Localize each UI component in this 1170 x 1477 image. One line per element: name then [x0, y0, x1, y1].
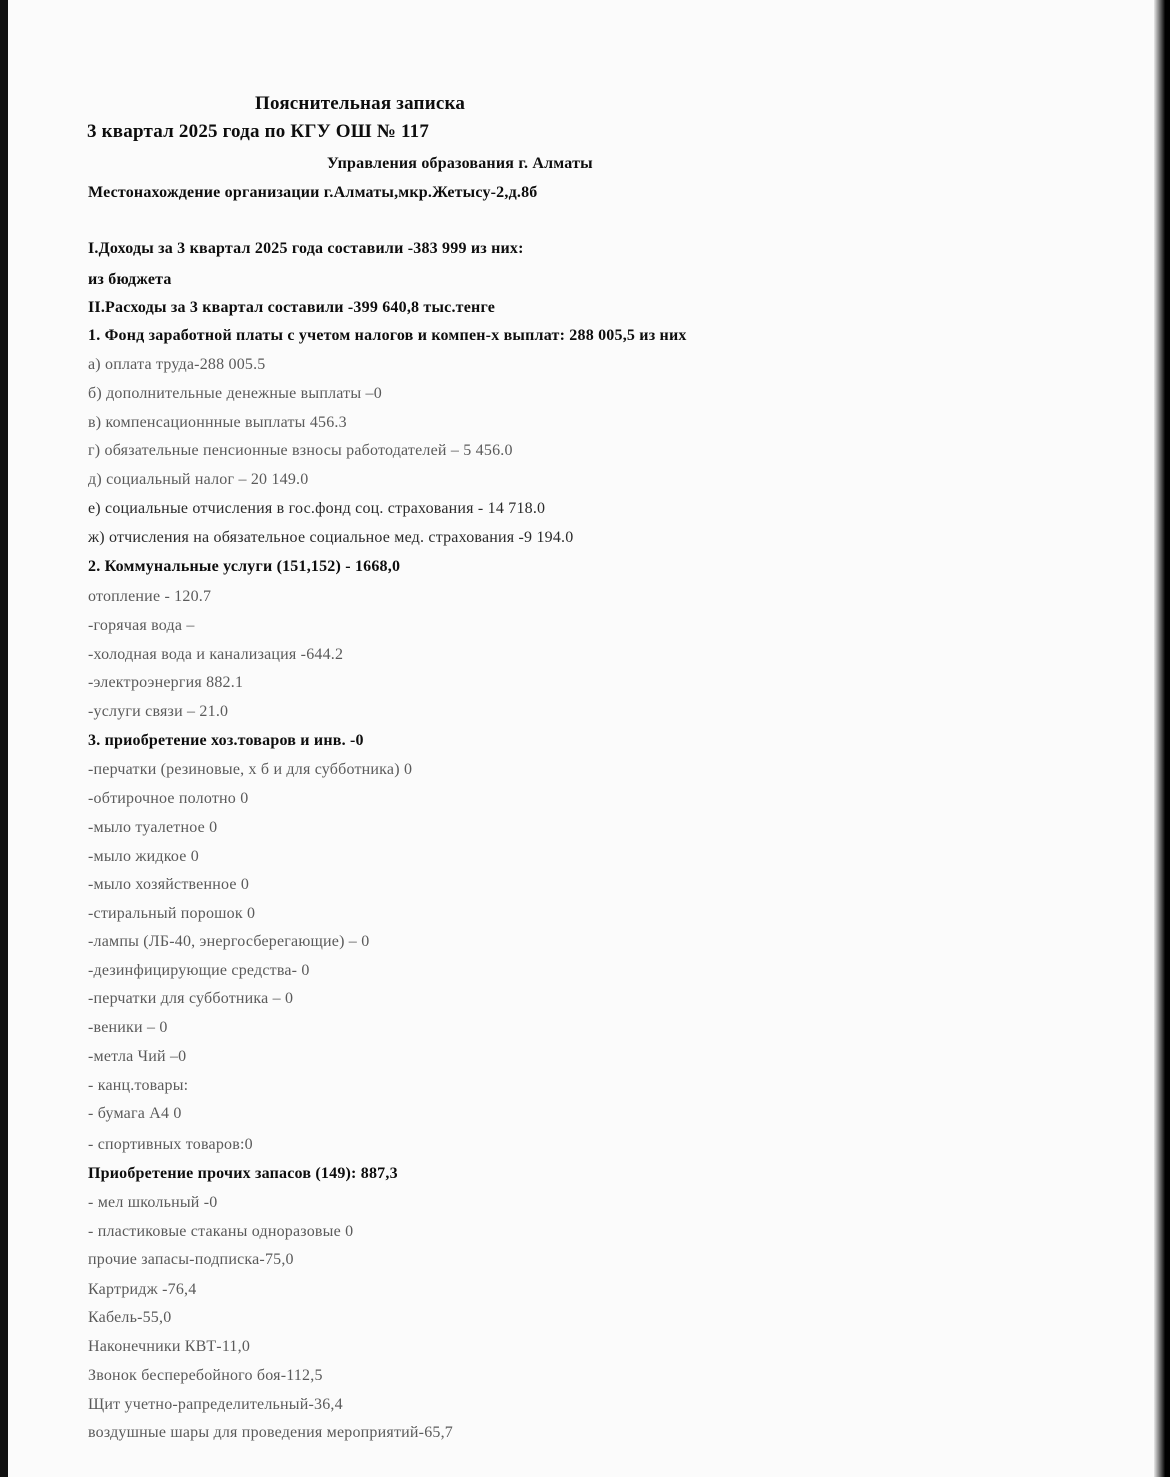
- payroll-item: а) оплата труда-288 005.5: [88, 356, 266, 373]
- document-title: Пояснительная записка: [255, 93, 466, 114]
- household-item: -веники – 0: [88, 1019, 168, 1036]
- expenses-line: II.Расходы за 3 квартал составили -399 640,8 тыс.тенге: [88, 299, 496, 316]
- utilities-item: -электроэнергия 882.1: [88, 674, 244, 691]
- other-stocks-item: - пластиковые стаканы одноразовые 0: [88, 1223, 354, 1240]
- document-period: 3 квартал 2025 года по КГУ ОШ № 117: [87, 121, 430, 142]
- other-stocks-title: Приобретение прочих запасов (149): 887,3: [88, 1165, 398, 1182]
- household-item: -перчатки (резиновые, х б и для субботника) 0: [88, 761, 413, 778]
- household-item: - канц.товары:: [88, 1077, 189, 1094]
- income-source: из бюджета: [88, 271, 172, 288]
- household-item: -дезинфицирующие средства- 0: [88, 962, 310, 979]
- household-item: -перчатки для субботника – 0: [88, 990, 294, 1007]
- income-line: I.Доходы за 3 квартал 2025 года составили -383 999 из них:: [88, 240, 524, 257]
- other-stocks-item: воздушные шары для проведения мероприятий-65,7: [88, 1424, 454, 1441]
- household-item: - спортивных товаров:0: [88, 1136, 253, 1153]
- payroll-item: в) компенсационнные выплаты 456.3: [88, 414, 347, 431]
- utilities-title: 2. Коммунальные услуги (151,152) - 1668,0: [88, 558, 401, 575]
- other-stocks-item: Звонок бесперебойного боя-112,5: [88, 1367, 323, 1384]
- scan-edge: [1154, 0, 1170, 1477]
- payroll-item: ж) отчисления на обязательное социальное мед. страхования -9 194.0: [88, 529, 574, 546]
- household-item: -мыло хозяйственное 0: [88, 876, 250, 893]
- household-item: -метла Чий –0: [88, 1048, 187, 1065]
- household-title: 3. приобретение хоз.товаров и инв. -0: [88, 732, 364, 749]
- household-item: - бумага А4 0: [88, 1105, 182, 1122]
- utilities-item: отопление - 120.7: [88, 588, 212, 605]
- utilities-item: -услуги связи – 21.0: [88, 703, 229, 720]
- payroll-item: е) социальные отчисления в гос.фонд соц. страхования - 14 718.0: [88, 500, 546, 517]
- utilities-item: -холодная вода и канализация -644.2: [88, 646, 344, 663]
- payroll-item: д) социальный налог – 20 149.0: [88, 471, 309, 488]
- payroll-title: 1. Фонд заработной платы с учетом налогов и компен-х выплат: 288 005,5 из них: [88, 327, 687, 344]
- document-page: [8, 0, 1154, 1477]
- other-stocks-item: Щит учетно-рапределительный-36,4: [88, 1396, 343, 1413]
- other-stocks-item: Кабель-55,0: [88, 1309, 172, 1326]
- other-stocks-item: - мел школьный -0: [88, 1194, 218, 1211]
- other-stocks-item: Наконечники КВТ-11,0: [88, 1338, 251, 1355]
- household-item: -стиральный порошок 0: [88, 905, 256, 922]
- payroll-item: б) дополнительные денежные выплаты –0: [88, 385, 382, 402]
- household-item: -мыло туалетное 0: [88, 819, 218, 836]
- department-line: Управления образования г. Алматы: [327, 155, 593, 172]
- household-item: -обтирочное полотно 0: [88, 790, 249, 807]
- other-stocks-item: прочие запасы-подписка-75,0: [88, 1251, 294, 1268]
- household-item: -лампы (ЛБ-40, энергосберегающие) – 0: [88, 933, 370, 950]
- payroll-item: г) обязательные пенсионные взносы работодателей – 5 456.0: [88, 442, 513, 459]
- location-line: Местонахождение организации г.Алматы,мкр.Жетысу-2,д.8б: [88, 184, 538, 201]
- other-stocks-item: Картридж -76,4: [88, 1281, 197, 1298]
- utilities-item: -горячая вода –: [88, 617, 195, 634]
- household-item: -мыло жидкое 0: [88, 848, 200, 865]
